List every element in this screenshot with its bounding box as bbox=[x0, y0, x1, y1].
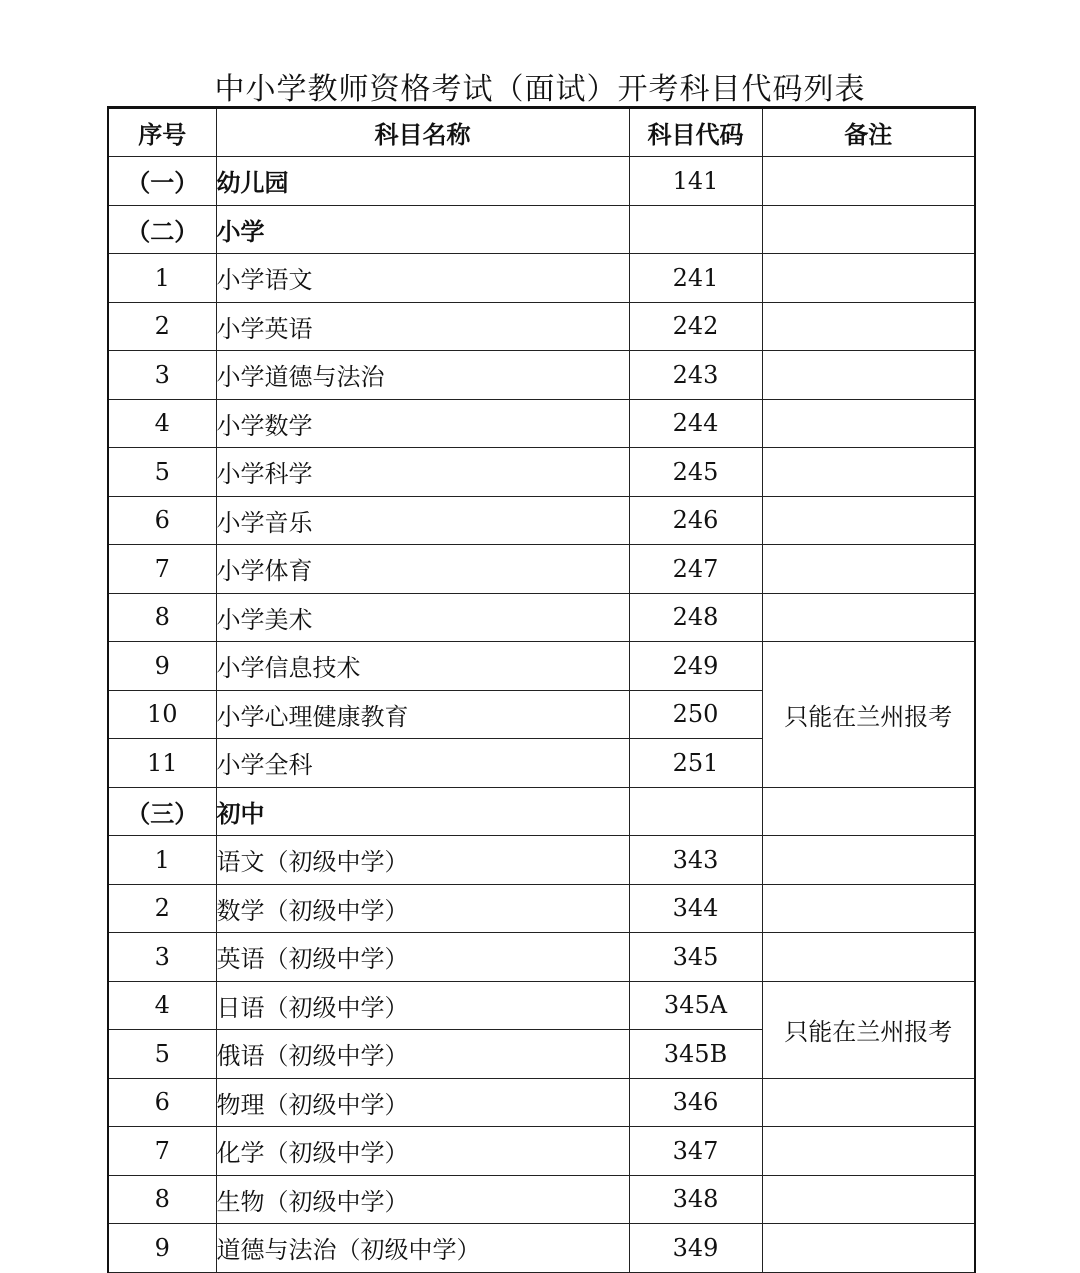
subject-name-cell: 初中 bbox=[216, 787, 629, 836]
subject-code-cell: 246 bbox=[629, 496, 762, 545]
note-cell bbox=[762, 836, 975, 885]
seq-cell: 3 bbox=[108, 933, 216, 982]
subject-code-cell: 347 bbox=[629, 1127, 762, 1176]
subject-name-cell: 小学语文 bbox=[216, 254, 629, 303]
header-subject-name: 科目名称 bbox=[216, 108, 629, 157]
table-row bbox=[108, 1224, 975, 1273]
seq-cell: 11 bbox=[108, 739, 216, 788]
subject-code-cell: 349 bbox=[629, 1224, 762, 1273]
subject-name-cell: 小学英语 bbox=[216, 302, 629, 351]
table-row bbox=[108, 884, 975, 933]
subject-code-cell: 243 bbox=[629, 351, 762, 400]
subject-code-cell: 344 bbox=[629, 884, 762, 933]
table-row bbox=[108, 496, 975, 545]
table-row bbox=[108, 545, 975, 594]
seq-cell: 4 bbox=[108, 981, 216, 1030]
seq-cell: 1 bbox=[108, 254, 216, 303]
seq-cell: 10 bbox=[108, 690, 216, 739]
seq-cell: 3 bbox=[108, 351, 216, 400]
table-group-row bbox=[108, 157, 975, 206]
subject-code-cell: 250 bbox=[629, 690, 762, 739]
subject-name-cell: 物理（初级中学） bbox=[216, 1078, 629, 1127]
subject-code-cell: 241 bbox=[629, 254, 762, 303]
note-cell bbox=[762, 884, 975, 933]
seq-cell: 7 bbox=[108, 1127, 216, 1176]
table-row bbox=[108, 254, 975, 303]
table-row bbox=[108, 981, 975, 1030]
subject-name-cell: 语文（初级中学） bbox=[216, 836, 629, 885]
subject-name-cell: 生物（初级中学） bbox=[216, 1175, 629, 1224]
subject-name-cell: 化学（初级中学） bbox=[216, 1127, 629, 1176]
subject-name-cell: 小学数学 bbox=[216, 399, 629, 448]
subject-name-cell: 数学（初级中学） bbox=[216, 884, 629, 933]
seq-cell: 5 bbox=[108, 1030, 216, 1079]
subject-code-cell: 141 bbox=[629, 157, 762, 206]
subject-code-cell: 251 bbox=[629, 739, 762, 788]
subject-code-cell: 346 bbox=[629, 1078, 762, 1127]
seq-cell: 6 bbox=[108, 1078, 216, 1127]
subject-code-cell bbox=[629, 787, 762, 836]
table-row bbox=[108, 302, 975, 351]
subject-code-cell: 345A bbox=[629, 981, 762, 1030]
subject-code-cell: 345 bbox=[629, 933, 762, 982]
subject-name-cell: 道德与法治（初级中学） bbox=[216, 1224, 629, 1273]
seq-cell: 6 bbox=[108, 496, 216, 545]
subject-code-cell: 247 bbox=[629, 545, 762, 594]
table-row bbox=[108, 351, 975, 400]
note-cell bbox=[762, 1175, 975, 1224]
subject-name-cell: 小学美术 bbox=[216, 593, 629, 642]
seq-cell: 7 bbox=[108, 545, 216, 594]
subject-code-table bbox=[107, 106, 976, 1273]
seq-cell: 9 bbox=[108, 1224, 216, 1273]
seq-cell: （三） bbox=[108, 787, 216, 836]
note-cell bbox=[762, 254, 975, 303]
subject-code-cell: 248 bbox=[629, 593, 762, 642]
note-cell bbox=[762, 593, 975, 642]
subject-name-cell: 小学体育 bbox=[216, 545, 629, 594]
seq-cell: 1 bbox=[108, 836, 216, 885]
subject-name-cell: 小学音乐 bbox=[216, 496, 629, 545]
seq-cell: （二） bbox=[108, 205, 216, 254]
seq-cell: 2 bbox=[108, 884, 216, 933]
subject-code-cell: 348 bbox=[629, 1175, 762, 1224]
subject-name-cell: 小学 bbox=[216, 205, 629, 254]
seq-cell: 8 bbox=[108, 593, 216, 642]
note-cell bbox=[762, 787, 975, 836]
note-cell bbox=[762, 933, 975, 982]
subject-name-cell: 英语（初级中学） bbox=[216, 933, 629, 982]
note-cell: 只能在兰州报考 bbox=[762, 642, 975, 788]
note-cell bbox=[762, 205, 975, 254]
table-row bbox=[108, 1078, 975, 1127]
subject-code-cell: 244 bbox=[629, 399, 762, 448]
header-seq: 序号 bbox=[108, 108, 216, 157]
subject-code-cell: 245 bbox=[629, 448, 762, 497]
subject-code-cell: 249 bbox=[629, 642, 762, 691]
note-cell bbox=[762, 448, 975, 497]
table-row bbox=[108, 593, 975, 642]
subject-code-cell: 345B bbox=[629, 1030, 762, 1079]
seq-cell: 2 bbox=[108, 302, 216, 351]
note-cell bbox=[762, 1127, 975, 1176]
header-note: 备注 bbox=[762, 108, 975, 157]
header-subject-code: 科目代码 bbox=[629, 108, 762, 157]
table-body bbox=[108, 157, 975, 1273]
seq-cell: 4 bbox=[108, 399, 216, 448]
note-cell bbox=[762, 157, 975, 206]
subject-name-cell: 日语（初级中学） bbox=[216, 981, 629, 1030]
subject-name-cell: 小学心理健康教育 bbox=[216, 690, 629, 739]
table-row bbox=[108, 933, 975, 982]
subject-code-cell bbox=[629, 205, 762, 254]
note-cell bbox=[762, 496, 975, 545]
table-group-row bbox=[108, 205, 975, 254]
seq-cell: 9 bbox=[108, 642, 216, 691]
subject-code-cell: 242 bbox=[629, 302, 762, 351]
table-row bbox=[108, 836, 975, 885]
table-row bbox=[108, 448, 975, 497]
subject-name-cell: 小学全科 bbox=[216, 739, 629, 788]
table-row bbox=[108, 642, 975, 691]
subject-name-cell: 幼儿园 bbox=[216, 157, 629, 206]
subject-name-cell: 小学道德与法治 bbox=[216, 351, 629, 400]
note-cell bbox=[762, 351, 975, 400]
seq-cell: 5 bbox=[108, 448, 216, 497]
note-cell bbox=[762, 545, 975, 594]
seq-cell: （一） bbox=[108, 157, 216, 206]
note-cell: 只能在兰州报考 bbox=[762, 981, 975, 1078]
page-title: 中小学教师资格考试（面试）开考科目代码列表 bbox=[214, 72, 866, 107]
seq-cell: 8 bbox=[108, 1175, 216, 1224]
table-header-row bbox=[108, 108, 975, 157]
note-cell bbox=[762, 399, 975, 448]
table-group-row bbox=[108, 787, 975, 836]
table-row bbox=[108, 399, 975, 448]
note-cell bbox=[762, 1078, 975, 1127]
subject-name-cell: 俄语（初级中学） bbox=[216, 1030, 629, 1079]
table-row bbox=[108, 1175, 975, 1224]
subject-name-cell: 小学科学 bbox=[216, 448, 629, 497]
subject-code-cell: 343 bbox=[629, 836, 762, 885]
subject-name-cell: 小学信息技术 bbox=[216, 642, 629, 691]
table-row bbox=[108, 1127, 975, 1176]
note-cell bbox=[762, 302, 975, 351]
note-cell bbox=[762, 1224, 975, 1273]
